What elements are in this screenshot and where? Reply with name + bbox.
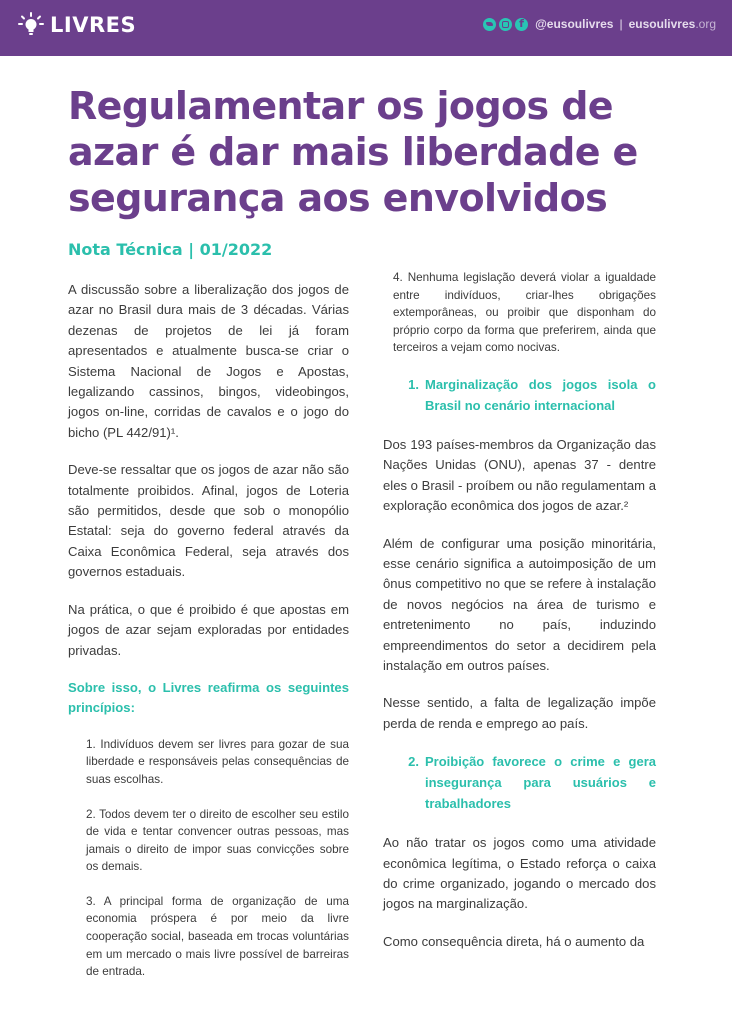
separator: | <box>619 17 623 31</box>
principle-item: 1. Indivíduos devem ser livres para gozar de sua liberdade e responsáveis pelas consequências de suas escolhas. <box>86 737 349 786</box>
facebook-icon[interactable] <box>515 18 528 31</box>
header-bar <box>0 0 732 56</box>
principle-item: 4. Nenhuma legislação deverá violar a igualdade entre indivíduos, criar-lhes obrigações extemporâneas, ou proibir que disponham do próprio corpo da forma que preferirem, ainda que terceiros a vejam como nocivas. <box>393 271 656 355</box>
logo-text: LIVRES <box>50 13 137 37</box>
section-number: 1. <box>408 376 419 392</box>
principle-item: 2. Todos devem ter o direito de escolher seu estilo de vida e tentar convencer outras pessoas, mas jamais o direito de impor suas convicções sobre os demais. <box>86 807 349 874</box>
section-heading <box>383 751 656 814</box>
website-link[interactable] <box>629 15 716 33</box>
twitter-icon[interactable] <box>483 18 496 31</box>
paragraph: Na prática, o que é proibido é que apostas em jogos de azar sejam exploradas por entidades privadas. <box>68 601 349 658</box>
right-column <box>383 269 656 969</box>
paragraph: Como consequência direta, há o aumento da <box>383 933 645 949</box>
social-links <box>483 14 716 34</box>
social-handle[interactable]: @eusoulivres <box>535 17 614 31</box>
livres-logo[interactable] <box>18 12 136 38</box>
document-title: Regulamentar os jogos de azar é dar mais liberdade e segurança aos envolvidos <box>68 84 638 220</box>
left-column <box>68 280 349 998</box>
principles-intro: Sobre isso, o Livres reafirma os seguintes princípios: <box>68 679 349 716</box>
paragraph: Nesse sentido, a falta de legalização impõe perda de renda e emprego ao país. <box>383 695 656 731</box>
lightbulb-icon <box>18 12 44 38</box>
section-number: 2. <box>408 754 419 770</box>
principle-item: 3. A principal forma de organização de uma economia próspera é por meio da livre cooperação social, baseada em trocas voluntárias em um mercado o mais livre possível de barreiras de entrada. <box>86 894 349 979</box>
paragraph: Além de configurar uma posição minoritária, esse cenário significa a autoimposição de um ônus competitivo no que se refere à instalação de novos negócios na área de turismo e entretenimento no país, induzindo empreendimentos do setor a decidirem pela instalação em outros países. <box>383 535 656 674</box>
section-title: Proibição favorece o crime e gera insegurança para usuários e trabalhadores <box>425 754 656 812</box>
instagram-icon[interactable] <box>499 18 512 31</box>
website-name: eusoulivres <box>628 17 696 31</box>
paragraph: Dos 193 países-membros da Organização das Nações Unidas (ONU), apenas 37 - dentre eles o Brasil - proíbem ou não regulamentam a exploração econômica dos jogos de azar.² <box>383 436 656 514</box>
section-heading <box>383 374 656 416</box>
paragraph: Deve-se ressaltar que os jogos de azar não são totalmente proibidos. Afinal, jogos de Loteria são permitidos, desde que sob o monopólio Estatal: seja do governo federal através da Caixa Econômica Federal, seja através dos governos estaduais. <box>68 462 349 580</box>
section-title: Marginalização dos jogos isola o Brasil no cenário internacional <box>425 376 656 413</box>
paragraph: Ao não tratar os jogos como uma atividade econômica legítima, o Estado reforça o caixa do crime organizado, jogando o mercado dos jogos na marginalização. <box>383 835 656 912</box>
document-subtitle: Nota Técnica | 01/2022 <box>68 240 273 259</box>
website-suffix: .org <box>695 17 716 31</box>
paragraph: A discussão sobre a liberalização dos jogos de azar no Brasil dura mais de 3 décadas. Várias dezenas de projetos de lei já foram apresentados e atualmente busca-se criar o Sistema Nacional de Jogos e Apostas, legalizando cassinos, bingos, videobingos, jogos on-line, corridas de cavalos e o jogo do bicho (PL 442/91)¹. <box>68 282 349 440</box>
